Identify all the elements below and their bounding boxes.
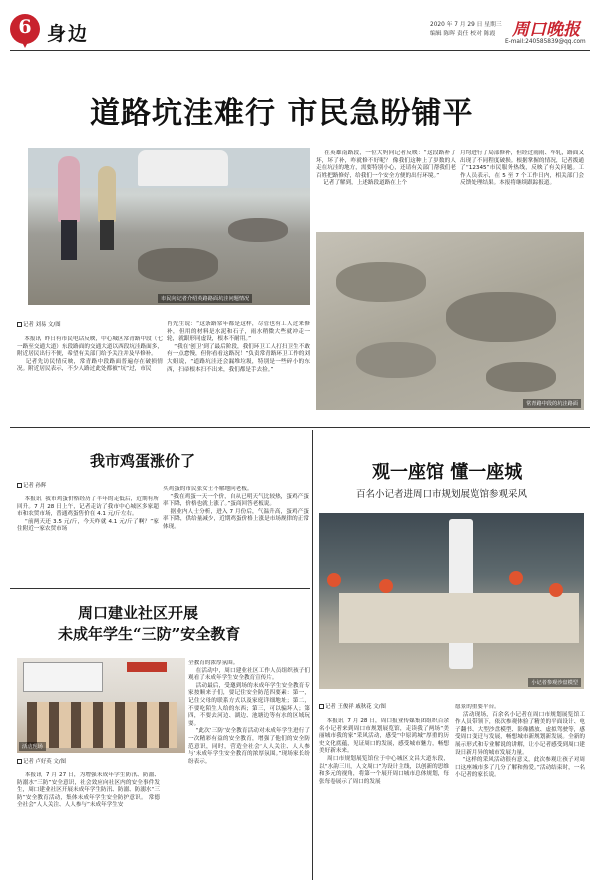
column-divider (312, 430, 313, 880)
story3-photo-classroom (17, 658, 185, 753)
story4-column-b: 愿景的重要平台。 活动现场，百余名小记者在周口市规划展览馆工作人员带领下，依次参观体验了精美的平面设计、电子翻书、大型沙盘模型、影像播放、虚拟驾驶等，感受周口变迁与发展，畅想城市新规划新发展。全新的展示形式和专业解说的讲解，让小记者感受到周口建设日新月异的城市发展力量。 “这样的采风活动很有意义，此次参观让孩子对周口这座城市多了几分了解和热爱。”活动结束时，一名小记者的家长说。 (455, 704, 585, 779)
story3-photo-caption: 活动现场 (19, 742, 46, 751)
story1-column-a: 本报讯 昨日有市民电话反映，中心城区常青路中段（七一路至交通大道）东段路面的交通大道以西段坑洼路面多，附近居民出行不便，希望有关部门给予关注并及早修补。 记者先访民情反映，常青路中段路面普遍存在破损情况。附近居民表示，不少人路过此处都被“坑”过，市民 (17, 336, 163, 373)
date-line: 2020 年 7 月 29 日 星期三 (430, 22, 502, 28)
story4-subheadline: 百名小记者进周口市规划展览馆参观采风 (356, 489, 528, 500)
story3-byline (17, 759, 66, 766)
story1-photo-residents (28, 148, 310, 305)
byline-box-icon (17, 483, 22, 488)
story1-photo-potholes (316, 232, 584, 410)
header-rule (10, 50, 590, 51)
story1-byline-text: 记者 刘易 文/图 (23, 322, 61, 328)
story4-headline: 观一座馆 懂一座城 (372, 462, 523, 483)
section-divider-2 (10, 588, 310, 589)
story3-byline-text: 记者 卢好英 文/图 (23, 759, 66, 765)
section-divider-1 (10, 427, 590, 428)
story2-column-b: 买鸡蛋的市民张女士不解地问老板。 “我在鸡蛋一天一个价，自从已明天气比较热，蛋鸡产蛋率下降，价格也就上涨了。”蛋商回答老板说。 据业内人士分析，进入 7 月份后，气温升高，蛋鸡产蛋率下降，供给量减少，近期鸡蛋价格上涨是市场规律的正常体现。 (163, 486, 309, 530)
story3-column-b: 全教育的浓厚氛围。 在活动中，周口建业社区工作人员组织孩子们观看了未成年学生安全教育宣传片。 活动最后，受邀到场的未成年学生安全教育专家按顺来子们，要记住安全防范四要素：第一，记住父母的联系方式以及家庭详细地址；第二，不要吃陌生人给的东西；第三，可以骗坏人；第四，不要去河边、湖边、池塘边等有水的区域玩耍。 “此次‘三防’安全教育活动对未成年学生进行了一次精彩有益的安全教育，增强了他们的安全防范意识，同时，营造全社会‘人人关注、人人参与’未成年学生安全教育的浓厚氛围。”现场家长纷纷表示。 (188, 660, 310, 765)
byline-box-icon (319, 704, 324, 709)
story4-column-a: 本报讯 7 月 28 日，周口报业传媒集团组织百余名小记者来到周口市规划展览馆，走读我了两场“美丽城市我的家”采风活动，感受“中原鸿城”厚重的历史文化底蕴，见证周口的发展，感受城市魅力，畅想美好新未来。 周口市规划展览馆位于中心城区文昌大道东段，以“水韵三川，人文周口”为设计主线，以创新的思维和多元的视角，将第一个展开周口城市总体规划，每张每卷展示了周口的发展 (319, 718, 449, 785)
section-title: 身边 (47, 23, 90, 45)
story1-column-c: 在英雄南路段，一位大妈向记者反映：“这段路补了坏，坏了补，咋就修不好呢？ 像我们这种上了岁数的人走在坑洼的地方，需要特别小心，还请有关部门帮我们老百姓把路修好，给我们一个安全方便的出行环境。” 记者了解到，上述路段道路在上个 (316, 150, 456, 187)
story1-photo2-caption: 常青路中段的坑洼路面 (523, 399, 581, 408)
staff-line: 编辑 陈晖 责任 校对 陈霞 (430, 31, 496, 37)
byline-box-icon (17, 759, 22, 764)
story1-headline: 道路坑洼难行 市民急盼铺平 (90, 96, 474, 131)
story3-headline-line1: 周口建业社区开展 (78, 604, 199, 622)
story1-column-b: 肖先生说：“这条路常年都是这样，尽管也有工人过来修补，但用的材料是水泥和石子，雨水稍微大些就冲走一轮，就跟形同虚设，根本不耐用。” “我在‘创卫’到了最后阶段，我们环卫工人打扫卫生不敢有一点怠慢，但你看看这路况！”负责常青路环卫工作的刘大姐说，“道路坑洼还会漏堆垃圾，特别是一些碎小的东西，扫帚根本扫不出来，我们都是手去捡。” (167, 321, 310, 373)
page-number: 6 (18, 16, 32, 38)
story1-byline (17, 322, 61, 329)
story3-column-a: 本报讯 7 月 27 日，为增强未成年学生防汛、防溺、防溺水“三防”安全意识，社会效应向社区内的安全事件发生，周口建业社区开展未成年学生防汛、防溺、防溺水“三防”安全教育活动，集体未成年学生安全防护意识。 常德全社会“人人关注、人人参与”未成年学生安 (17, 772, 160, 809)
story3-headline-line2: 未成年学生“三防”安全教育 (58, 625, 241, 643)
story2-byline-text: 记者 孙辉 (23, 483, 47, 489)
story2-column-a: 本报讯 我市鸡蛋价格经历了半年的走低后，近期有所回升。7 月 28 日上午，记者走访了我市中心城区多家超市和农贸市场，普通鸡蛋售价在 4.1 元/斤左右。 “前两天还 3.5 元/斤，今天咋就 4.1 元/斤了啊？”家住附近一家农贸市场 (17, 496, 159, 533)
story2-byline (17, 483, 46, 490)
story4-byline-text: 记者 王俊祥 戚秋花 文/图 (325, 704, 386, 710)
story4-byline (319, 704, 386, 711)
story4-photo-sand-table (319, 513, 584, 689)
story2-headline: 我市鸡蛋涨价了 (90, 452, 196, 470)
newspaper-logo: 周口晚报 (512, 20, 580, 40)
story1-column-d: 月均进行了局部修补，但经过雨雨、车轧，路面又出现了不同程度破损。根据掌握的情况，记者拨通了“12345”市民服务热线，反映了有关问题。工作人员表示，在 5 至 7 个工作日内，相关部门会反馈处理结果。本报将继续跟踪报道。 (460, 150, 584, 187)
story4-photo-caption: 小记者参观沙盘模型 (528, 678, 581, 687)
story1-photo1-caption: 市民向记者介绍英路路面坑洼问题情况 (158, 294, 252, 303)
byline-box-icon (17, 322, 22, 327)
email-line: E-mail:240585839@qq.com (505, 39, 586, 45)
